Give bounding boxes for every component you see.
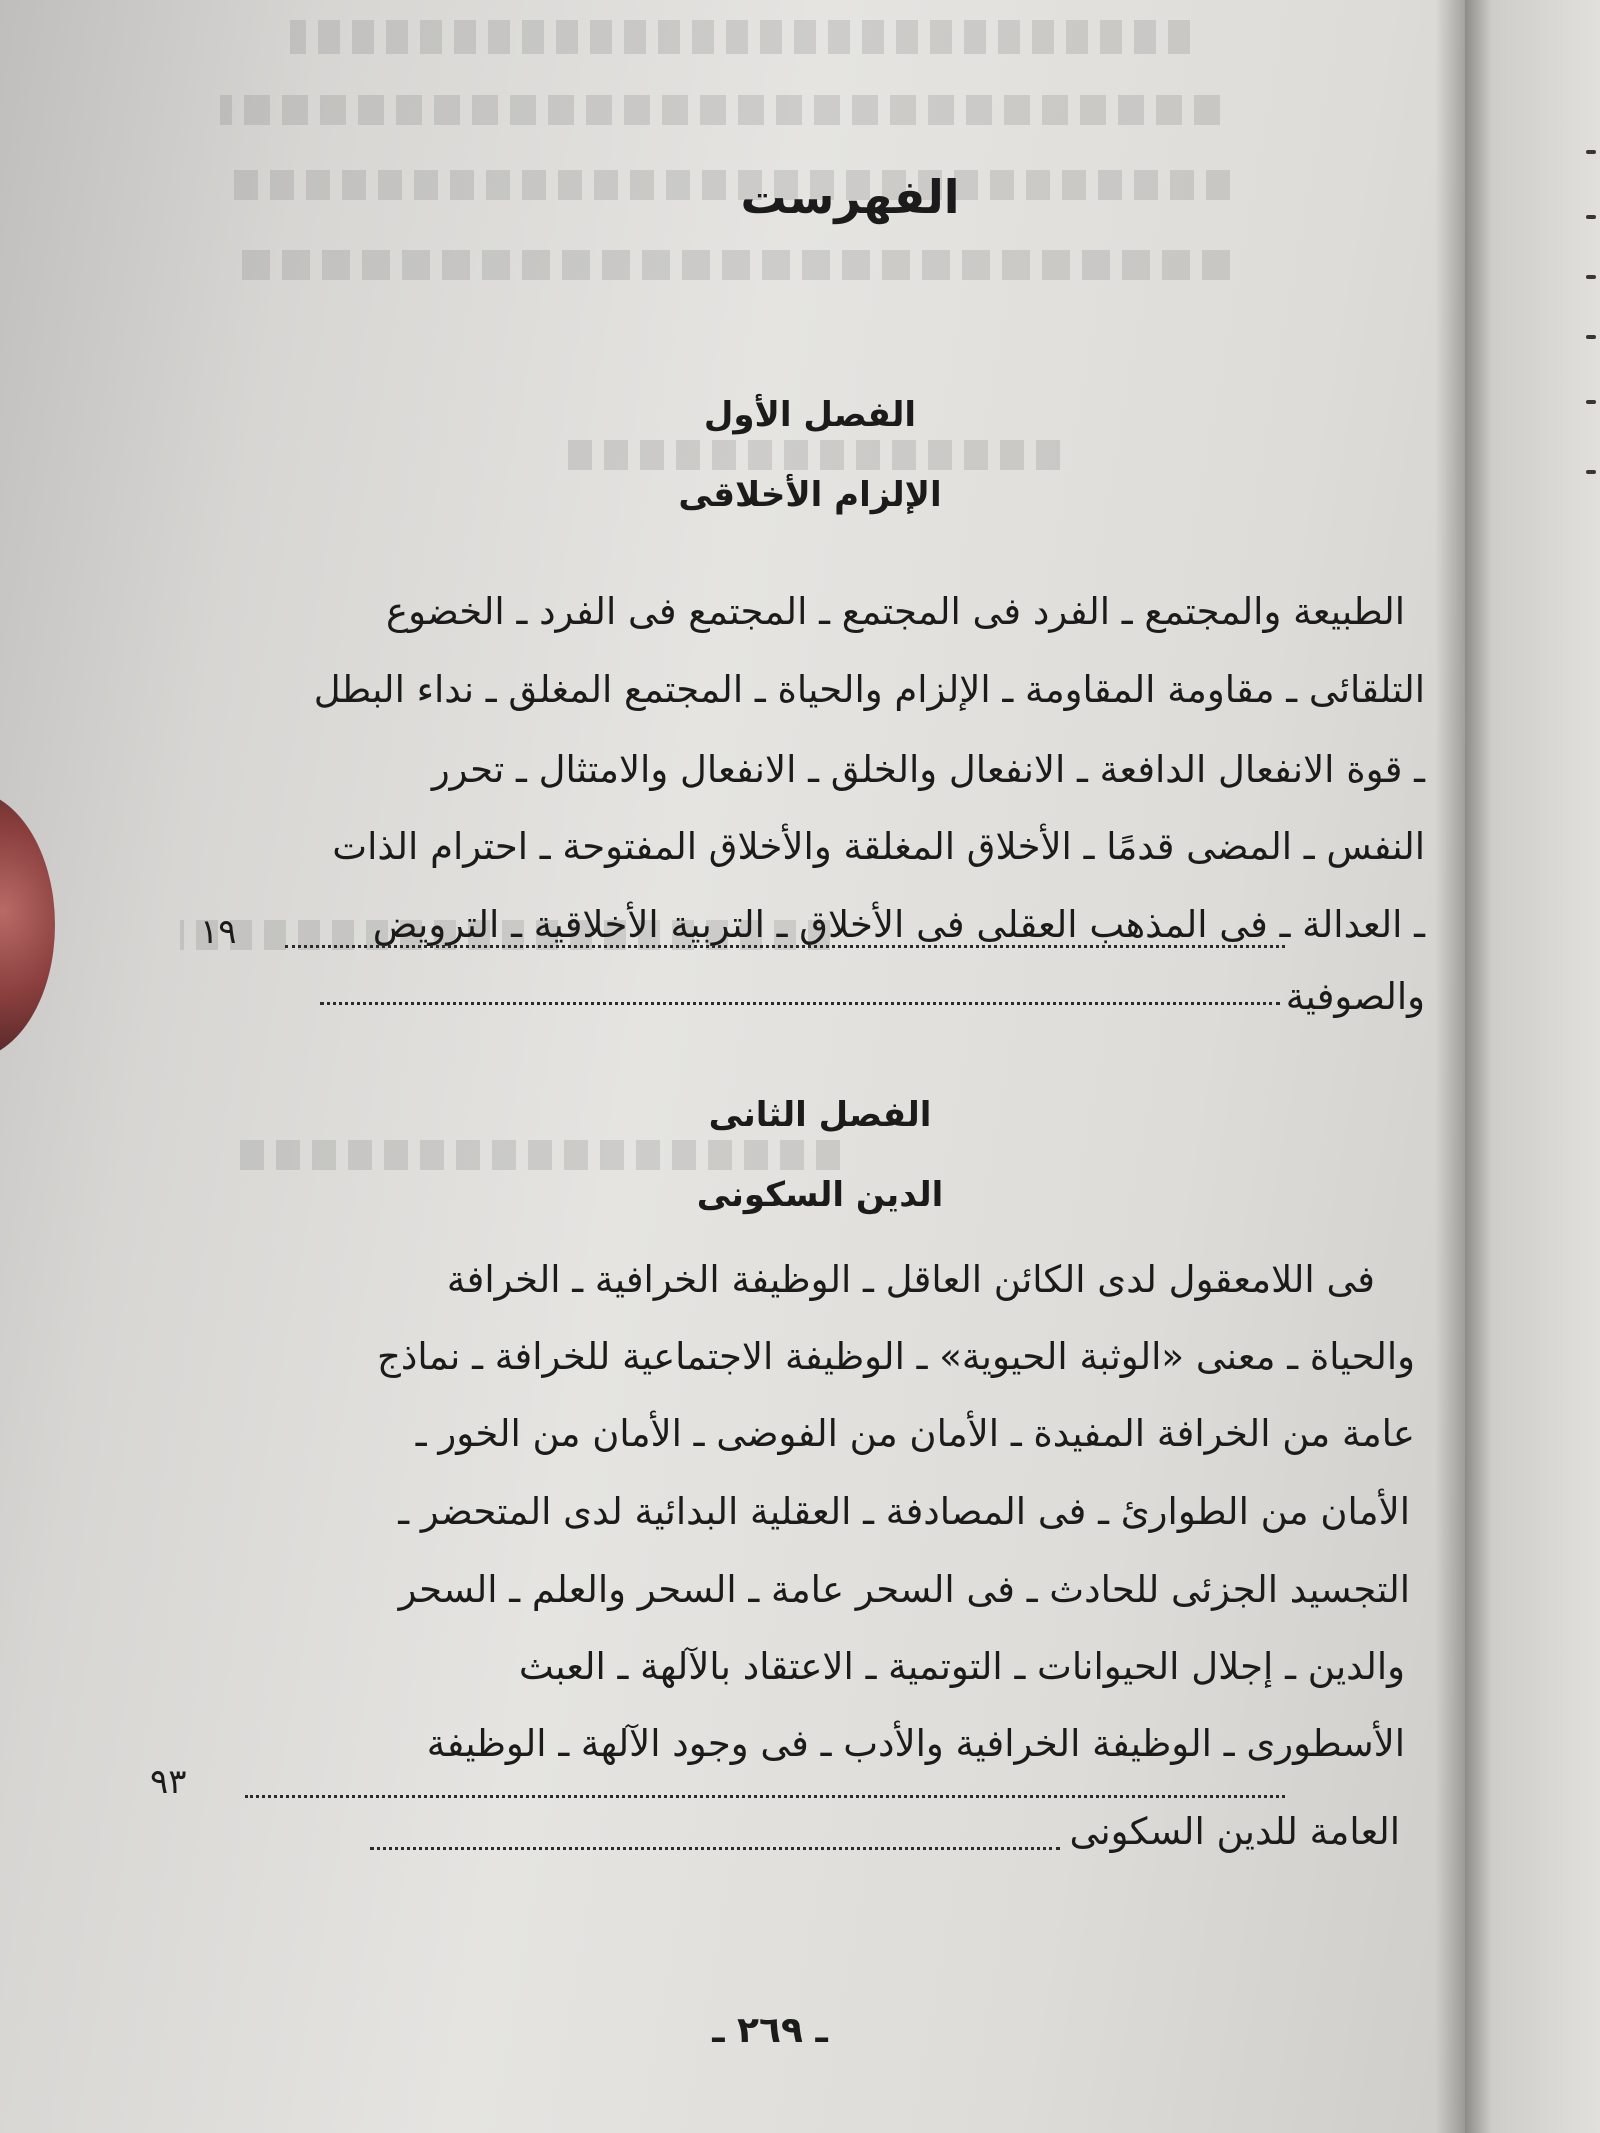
chapter-1-label: الفصل الأول (703, 395, 917, 435)
chapter-1-line: التلقائى ـ مقاومة المقاومة ـ الإلزام والحياة ـ المجتمع المغلق ـ نداء البطل (313, 668, 1425, 711)
dot-leader (285, 945, 1285, 948)
page-title: الفهرست (740, 170, 960, 224)
chapter-1-line: الطبيعة والمجتمع ـ الفرد فى المجتمع ـ المجتمع فى الفرد ـ الخضوع (386, 590, 1405, 633)
chapter-2-page-number: ٩٣ (150, 1762, 187, 1802)
chapter-2-label: الفصل الثانى (708, 1095, 932, 1135)
chapter-1-title: الإلزام الأخلاقى (678, 475, 942, 515)
chapter-2-line: الأسطورى ـ الوظيفة الخرافية والأدب ـ فى وجود الآلهة ـ الوظيفة (426, 1722, 1405, 1765)
chapter-1-page-number: ١٩ (200, 912, 237, 952)
chapter-2-line: والدين ـ إجلال الحيوانات ـ التوتمية ـ الاعتقاد بالآلهة ـ العبث (518, 1645, 1405, 1688)
dot-leader (245, 1795, 1285, 1798)
thumb (0, 790, 55, 1060)
adjacent-page-edge (1465, 0, 1600, 2133)
chapter-2-line: التجسيد الجزئى للحادث ـ فى السحر عامة ـ السحر والعلم ـ السحر (398, 1568, 1410, 1611)
chapter-2-line: فى اللامعقول لدى الكائن العاقل ـ الوظيفة الخرافية ـ الخرافة (446, 1258, 1375, 1301)
chapter-2-line: والحياة ـ معنى «الوثبة الحيوية» ـ الوظيفة الاجتماعية للخرافة ـ نماذج (377, 1335, 1415, 1378)
chapter-2-line: الأمان من الطوارئ ـ فى المصادفة ـ العقلية البدائية لدى المتحضر ـ (398, 1490, 1410, 1533)
page-folio: ـ ٢٦٩ ـ (712, 2010, 828, 2051)
dot-leader (320, 1002, 1280, 1005)
chapter-1-line: ـ قوة الانفعال الدافعة ـ الانفعال والخلق ـ الانفعال والامتثال ـ تحرر (431, 748, 1425, 791)
chapter-2-last-line: العامة للدين السكونى (1069, 1810, 1400, 1853)
chapter-2-title: الدين السكونى (696, 1175, 944, 1215)
chapter-1-line: ـ العدالة ـ فى المذهب العقلى فى الأخلاق ـ التربية الأخلاقية ـ الترويض (372, 903, 1425, 946)
chapter-1-line: النفس ـ المضى قدمًا ـ الأخلاق المغلقة والأخلاق المفتوحة ـ احترام الذات (332, 825, 1425, 868)
chapter-1-last-line: والصوفية (1285, 975, 1425, 1018)
chapter-2-line: عامة من الخرافة المفيدة ـ الأمان من الفوضى ـ الأمان من الخور ـ (415, 1412, 1415, 1455)
dot-leader (370, 1847, 1060, 1850)
